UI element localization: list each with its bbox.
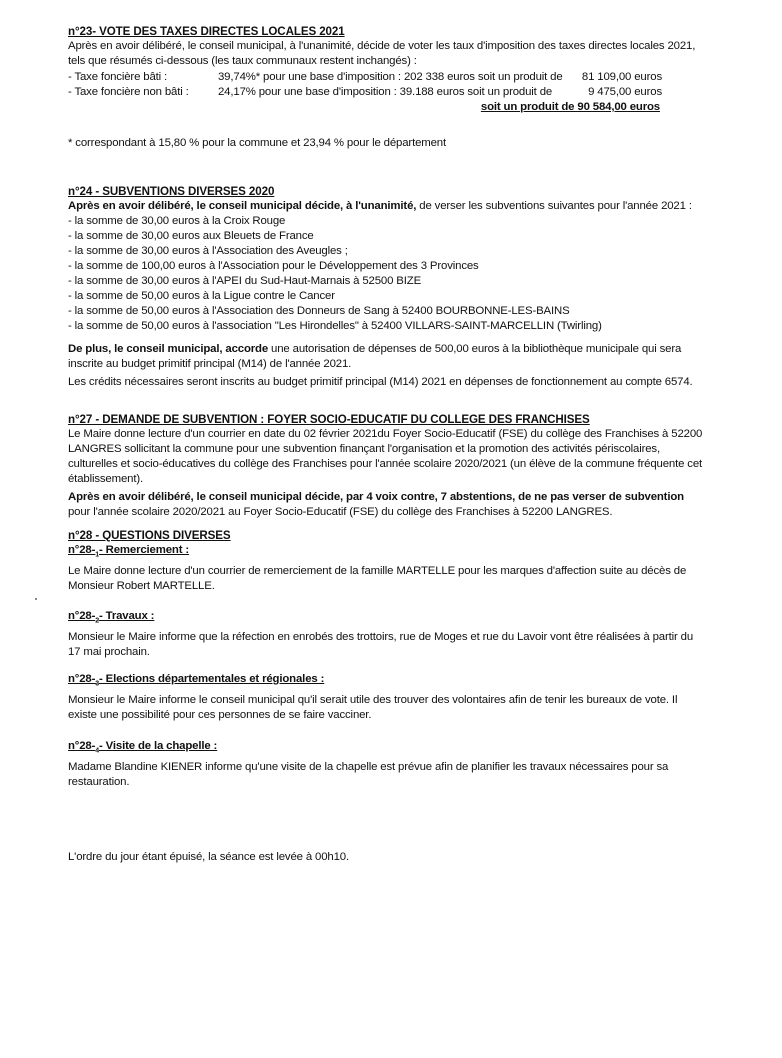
- section-24-extra-bold: De plus, le conseil municipal, accorde: [68, 343, 269, 355]
- section-28-title: n°28 - QUESTIONS DIVERSES: [68, 529, 231, 542]
- subsection-text: Le Maire donne lecture d'un courrier de remerciement de la famille MARTELLE pour les marques d'affection suite au décès de Monsieur Robert MARTELLE.: [68, 565, 687, 593]
- subsidy-item: - la somme de 50,00 euros à la Ligue contre le Cancer: [68, 290, 335, 302]
- subsection-28-3: [68, 672, 708, 723]
- closing-statement: L'ordre du jour étant épuisé, la séance est levée à 00h10.: [68, 851, 349, 863]
- section-23-note: * correspondant à 15,80 % pour la commune et 23,94 % pour le département: [68, 137, 446, 149]
- subsection-number: n°28-: [68, 740, 96, 752]
- subsidy-item: - la somme de 50,00 euros à l'association "Les Hirondelles" à 52400 VILLARS-SAINT-MARCELLIN (Twirling): [68, 320, 602, 332]
- subsection-index: 3: [95, 680, 99, 688]
- section-23: [68, 24, 708, 115]
- section-28: [68, 528, 708, 543]
- section-24-intro-rest: de verser les subventions suivantes pour l'année 2021 :: [416, 200, 692, 212]
- subsidy-item: - la somme de 50,00 euros à l'Association des Donneurs de Sang à 52400 BOURBONNE-LES-BAINS: [68, 305, 570, 317]
- subsection-28-1: [68, 543, 708, 594]
- subsection-number: n°28-: [68, 673, 96, 685]
- subsection-label: - Visite de la chapelle :: [98, 740, 218, 752]
- section-23-title: n°23- VOTE DES TAXES DIRECTES LOCALES 2021: [68, 25, 345, 38]
- subsidy-list: [68, 214, 708, 334]
- subsection-label: - Remerciement :: [98, 544, 190, 556]
- subsection-heading: [68, 543, 708, 562]
- subsection-label: - Travaux :: [98, 610, 155, 622]
- scan-speck: [35, 598, 37, 600]
- subsidy-item: - la somme de 30,00 euros à l'APEI du Sud-Haut-Marnais à 52500 BIZE: [68, 275, 422, 287]
- tax-desc: 39,74%* pour une base d'imposition : 202 338 euros soit un produit de: [218, 71, 563, 83]
- tax-label: - Taxe foncière non bâti :: [68, 86, 189, 98]
- subsidy-item: - la somme de 30,00 euros à la Croix Rouge: [68, 215, 286, 227]
- subsection-index: 1: [95, 551, 99, 559]
- section-24-credits: Les crédits nécessaires seront inscrits au budget primitif principal (M14) 2021 en dépenses de fonctionnement au compte 6574.: [68, 376, 693, 388]
- subsection-heading: [68, 672, 708, 691]
- section-27-decision-rest: pour l'année scolaire 2020/2021 au Foyer Socio-Educatif (FSE) du collège des Franchises à 52200 LANGRES.: [68, 506, 613, 518]
- subsection-heading: [68, 739, 708, 758]
- subsection-28-2: [68, 609, 708, 660]
- subsection-text: Monsieur le Maire informe que la réfection en enrobés des trottoirs, rue de Moges et rue du Lavoir vont être réalisées à partir du 17 mai prochain.: [68, 631, 694, 659]
- section-24-extra: [68, 342, 708, 372]
- section-24-title: n°24 - SUBVENTIONS DIVERSES 2020: [68, 185, 275, 198]
- subsection-label: - Elections départementales et régionales :: [98, 673, 325, 685]
- tax-row: [68, 70, 708, 85]
- section-27-title: n°27 - DEMANDE DE SUBVENTION : FOYER SOCIO-EDUCATIF DU COLLEGE DES FRANCHISES: [68, 413, 590, 426]
- section-27-decision-bold: Après en avoir délibéré, le conseil municipal décide, par 4 voix contre, 7 abstentions, de ne pas verser de subvention: [68, 491, 684, 503]
- section-27: [68, 412, 708, 520]
- tax-total: soit un produit de 90 584,00 euros: [480, 101, 660, 113]
- subsection-number: n°28-: [68, 610, 96, 622]
- section-24-intro-bold: Après en avoir délibéré, le conseil municipal décide, à l'unanimité,: [68, 200, 417, 212]
- section-27-decision: [68, 490, 708, 520]
- subsidy-item: - la somme de 30,00 euros à l'Association des Aveugles ;: [68, 245, 348, 257]
- subsection-text: Madame Blandine KIENER informe qu'une visite de la chapelle est prévue afin de planifier les travaux nécessaires pour sa restauration.: [68, 761, 669, 789]
- subsidy-item: - la somme de 30,00 euros aux Bleuets de France: [68, 230, 314, 242]
- tax-label: - Taxe foncière bâti :: [68, 71, 168, 83]
- section-24-intro: [68, 199, 708, 214]
- subsection-28-4: [68, 739, 708, 790]
- section-24: [68, 184, 708, 390]
- section-23-intro: Après en avoir délibéré, le conseil municipal, à l'unanimité, décide de voter les taux d'imposition des taxes directes locales 2021, tels que résumés ci-dessous (les taux communaux restent inchangés) :: [68, 40, 696, 67]
- subsection-index: 2: [95, 617, 99, 625]
- tax-amount: 9 475,00 euros: [588, 86, 662, 98]
- tax-desc: 24,17% pour une base d'imposition : 39.188 euros soit un produit de: [218, 86, 553, 98]
- tax-amount: 81 109,00 euros: [581, 71, 662, 83]
- subsidy-item: - la somme de 100,00 euros à l'Association pour le Développement des 3 Provinces: [68, 260, 479, 272]
- section-24-extra-rest: une autorisation de dépenses de 500,00 euros à la bibliothèque municipale qui sera inscrite au budget primitif principal (M14) de l'année 2021.: [68, 343, 682, 370]
- subsection-text: Monsieur le Maire informe le conseil municipal qu'il serait utile des trouver des volontaires afin de tenir les bureaux de vote. Il existe une possibilité pour ces personnes de se faire vacciner.: [68, 694, 678, 722]
- subsection-number: n°28-: [68, 544, 96, 556]
- tax-row: [68, 85, 708, 100]
- subsection-heading: [68, 609, 708, 628]
- subsection-index: 4: [95, 747, 99, 755]
- section-27-body: Le Maire donne lecture d'un courrier en date du 02 février 2021du Foyer Socio-Educatif (FSE) du collège des Franchises à 52200 LANGRES sollicitant la commune pour une subvention finançant l'organisation et la promotion des activités périscolaires, culturelles et socio-éducatives du collège des Franchises pour l'année scolaire 2020/2021 (un élève de la commune fréquente cet établissement).: [68, 428, 703, 485]
